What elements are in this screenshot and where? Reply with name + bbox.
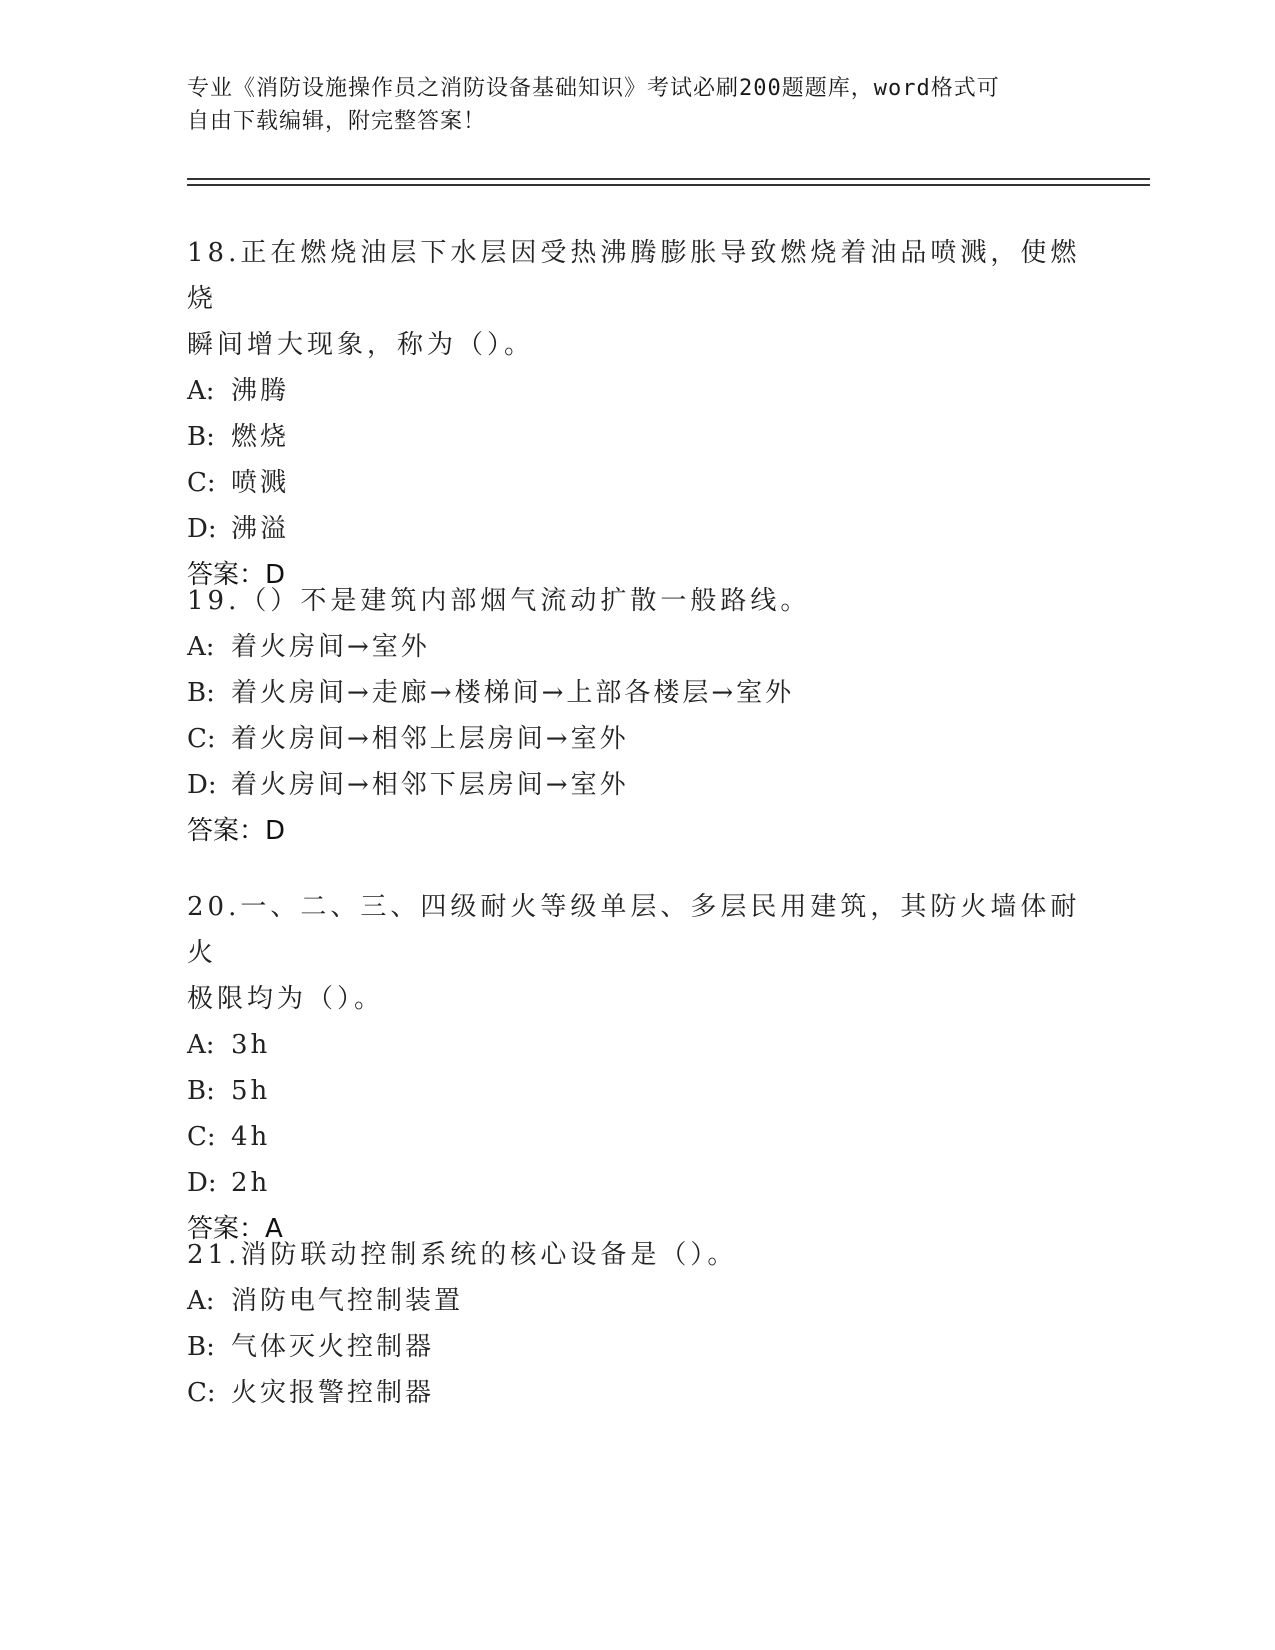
option-label: D: bbox=[187, 1168, 217, 1198]
document-header bbox=[187, 72, 1067, 138]
option-label: A: bbox=[187, 632, 215, 662]
option-c bbox=[187, 460, 1087, 506]
header-divider-top bbox=[187, 178, 1150, 180]
option-a bbox=[187, 1278, 1087, 1324]
question-stem-line-1: 21.消防联动控制系统的核心设备是（）。 bbox=[187, 1240, 738, 1270]
option-b bbox=[187, 670, 1087, 716]
option-label: C: bbox=[187, 1122, 216, 1152]
header-divider-bottom bbox=[187, 184, 1150, 186]
option-label: D: bbox=[187, 514, 217, 544]
header-line-2: 自由下载编辑，附完整答案！ bbox=[187, 109, 487, 134]
option-text: 气体灭火控制器 bbox=[231, 1332, 435, 1362]
option-label: C: bbox=[187, 1378, 216, 1408]
option-c bbox=[187, 1370, 1087, 1416]
option-a bbox=[187, 368, 1087, 414]
answer-line: 答案：D bbox=[187, 816, 286, 846]
question-stem-line-2: 极限均为（）。 bbox=[187, 984, 385, 1014]
header-line-1: 专业《消防设施操作员之消防设备基础知识》考试必刷200题题库，word格式可 bbox=[187, 76, 1000, 101]
option-a bbox=[187, 624, 1087, 670]
option-text: 着火房间→相邻下层房间→室外 bbox=[231, 770, 629, 800]
option-text: 沸溢 bbox=[231, 514, 290, 544]
option-text: 3h bbox=[231, 1030, 271, 1060]
option-text: 4h bbox=[231, 1122, 271, 1152]
option-a bbox=[187, 1022, 1087, 1068]
option-text: 消防电气控制装置 bbox=[231, 1286, 464, 1316]
option-d bbox=[187, 762, 1087, 808]
option-label: B: bbox=[187, 678, 215, 708]
option-text: 火灾报警控制器 bbox=[231, 1378, 435, 1408]
option-label: C: bbox=[187, 724, 216, 754]
question-stem-line-1: 18.正在燃烧油层下水层因受热沸腾膨胀导致燃烧着油品喷溅，使燃烧 bbox=[187, 238, 1081, 314]
question-21 bbox=[187, 1232, 1087, 1416]
option-c bbox=[187, 716, 1087, 762]
option-text: 着火房间→相邻上层房间→室外 bbox=[231, 724, 629, 754]
answer-line: 答案：D bbox=[187, 560, 286, 590]
option-label: B: bbox=[187, 422, 215, 452]
question-20 bbox=[187, 884, 1087, 1252]
option-text: 喷溅 bbox=[231, 468, 290, 498]
option-b bbox=[187, 1324, 1087, 1370]
option-text: 着火房间→室外 bbox=[231, 632, 430, 662]
question-stem-line-1: 20.一、二、三、四级耐火等级单层、多层民用建筑，其防火墙体耐火 bbox=[187, 892, 1081, 968]
option-d bbox=[187, 1160, 1087, 1206]
option-c bbox=[187, 1114, 1087, 1160]
option-label: C: bbox=[187, 468, 216, 498]
option-label: B: bbox=[187, 1332, 215, 1362]
option-text: 着火房间→走廊→楼梯间→上部各楼层→室外 bbox=[231, 678, 795, 708]
question-18 bbox=[187, 230, 1087, 598]
answer-line: 答案：A bbox=[187, 1214, 283, 1244]
question-stem-line-2: 瞬间增大现象，称为（）。 bbox=[187, 330, 535, 360]
question-19 bbox=[187, 578, 1087, 854]
option-text: 2h bbox=[231, 1168, 271, 1198]
option-label: A: bbox=[187, 376, 215, 406]
option-text: 5h bbox=[231, 1076, 271, 1106]
option-d bbox=[187, 506, 1087, 552]
option-label: A: bbox=[187, 1286, 215, 1316]
question-stem-line-1: 19.（）不是建筑内部烟气流动扩散一般路线。 bbox=[187, 586, 811, 616]
option-text: 沸腾 bbox=[231, 376, 290, 406]
option-label: D: bbox=[187, 770, 217, 800]
option-label: B: bbox=[187, 1076, 215, 1106]
option-text: 燃烧 bbox=[231, 422, 290, 452]
option-b bbox=[187, 414, 1087, 460]
option-b bbox=[187, 1068, 1087, 1114]
option-label: A: bbox=[187, 1030, 215, 1060]
